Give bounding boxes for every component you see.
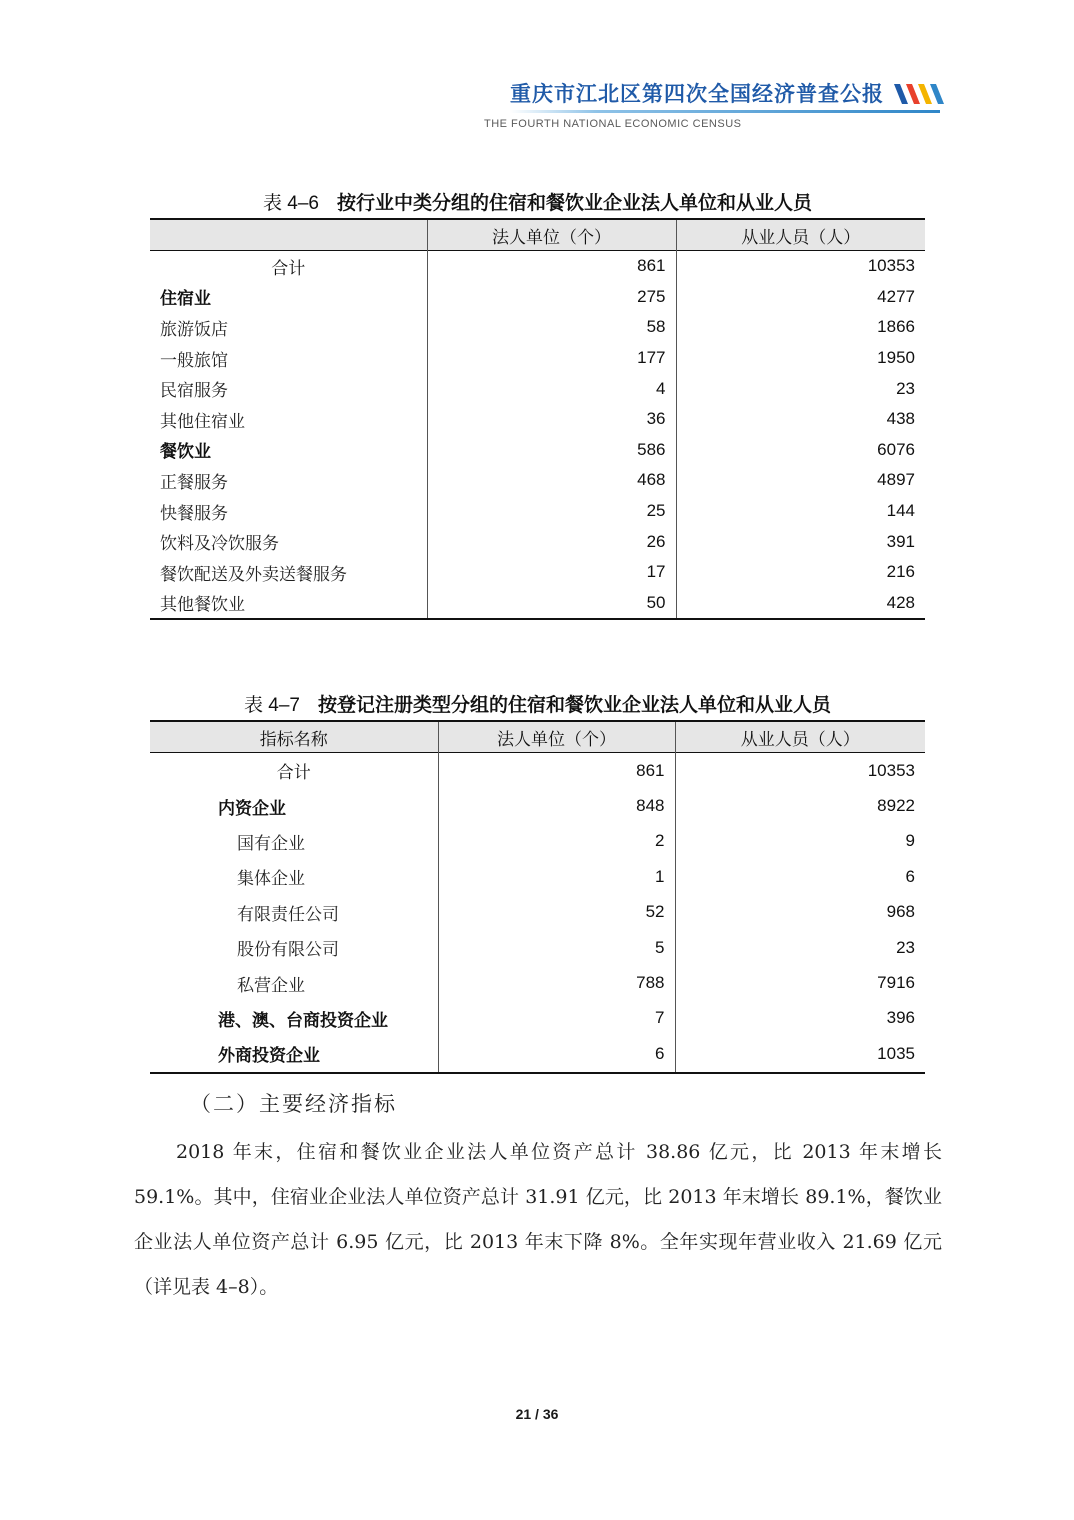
employees-cell: 1035 bbox=[675, 1036, 925, 1072]
employees-cell: 6 bbox=[675, 859, 925, 894]
units-cell: 7 bbox=[438, 1001, 675, 1036]
table-row bbox=[150, 753, 925, 789]
table-4-7-number: 表 4–7 bbox=[244, 695, 300, 716]
table-row bbox=[150, 824, 925, 859]
header-divider bbox=[510, 110, 940, 113]
employees-cell: 23 bbox=[675, 930, 925, 965]
employees-cell: 428 bbox=[676, 588, 925, 620]
table-row bbox=[150, 312, 925, 343]
column-header: 从业人员（人） bbox=[675, 721, 925, 753]
table-row bbox=[150, 343, 925, 374]
row-name: 其他餐饮业 bbox=[160, 595, 245, 616]
table-row bbox=[150, 282, 925, 313]
table-row bbox=[150, 557, 925, 588]
table-row bbox=[150, 895, 925, 930]
employees-cell: 391 bbox=[676, 526, 925, 557]
employees-cell: 6076 bbox=[676, 435, 925, 466]
units-cell: 861 bbox=[438, 753, 675, 789]
employees-cell: 396 bbox=[675, 1001, 925, 1036]
row-name: 旅游饭店 bbox=[160, 319, 228, 340]
row-name: 正餐服务 bbox=[160, 472, 228, 493]
units-cell: 4 bbox=[427, 373, 676, 404]
units-cell: 58 bbox=[427, 312, 676, 343]
units-cell: 2 bbox=[438, 824, 675, 859]
column-header: 从业人员（人） bbox=[676, 219, 925, 251]
table-4-6 bbox=[150, 218, 925, 620]
employees-cell: 1950 bbox=[676, 343, 925, 374]
employees-cell: 10353 bbox=[676, 251, 925, 282]
row-name: 合计 bbox=[276, 763, 311, 784]
units-cell: 468 bbox=[427, 465, 676, 496]
table-row bbox=[150, 435, 925, 466]
row-name: 集体企业 bbox=[237, 869, 305, 890]
row-name: 快餐服务 bbox=[160, 503, 228, 524]
table-row bbox=[150, 1001, 925, 1036]
units-cell: 17 bbox=[427, 557, 676, 588]
units-cell: 6 bbox=[438, 1036, 675, 1072]
row-name: 股份有限公司 bbox=[237, 940, 339, 961]
table-row bbox=[150, 588, 925, 620]
units-cell: 5 bbox=[438, 930, 675, 965]
row-name: 港、澳、台商投资企业 bbox=[218, 1010, 388, 1031]
row-name: 有限责任公司 bbox=[237, 904, 339, 925]
body-paragraph: 2018 年末，住宿和餐饮业企业法人单位资产总计 38.86 亿元，比 2013 年末增长 59.1%。其中，住宿业企业法人单位资产总计 31.91 亿元，比 2013 年末增长 89.1%，餐饮业企业法人单位资产总计 6.95 亿元，比 2013 年末下降 8%。全年实现年营业收入 21.69 亿元（详见表 4–8）。 bbox=[134, 1141, 942, 1298]
table-row bbox=[150, 965, 925, 1000]
table-4-6-caption bbox=[150, 188, 925, 215]
employees-cell: 7916 bbox=[675, 965, 925, 1000]
table-row bbox=[150, 930, 925, 965]
report-header-title: 重庆市江北区第四次全国经济普查公报 bbox=[510, 81, 884, 106]
row-name: 国有企业 bbox=[237, 833, 305, 854]
table-4-6-title: 按行业中类分组的住宿和餐饮业企业法人单位和从业人员 bbox=[336, 192, 812, 214]
table-4-7-title: 按登记注册类型分组的住宿和餐饮业企业法人单位和从业人员 bbox=[317, 694, 831, 716]
table-row bbox=[150, 788, 925, 823]
units-cell: 36 bbox=[427, 404, 676, 435]
table-row bbox=[150, 404, 925, 435]
row-name: 私营企业 bbox=[237, 975, 305, 996]
table-row bbox=[150, 526, 925, 557]
units-cell: 861 bbox=[427, 251, 676, 282]
employees-cell: 9 bbox=[675, 824, 925, 859]
table-row bbox=[150, 373, 925, 404]
table-header-row bbox=[150, 721, 925, 753]
page-number: 21 / 36 bbox=[515, 1406, 559, 1422]
column-header: 指标名称 bbox=[150, 721, 438, 753]
column-header: 法人单位（个） bbox=[427, 219, 676, 251]
units-cell: 788 bbox=[438, 965, 675, 1000]
units-cell: 1 bbox=[438, 859, 675, 894]
table-row bbox=[150, 251, 925, 282]
row-name: 一般旅馆 bbox=[160, 350, 228, 371]
table-4-7 bbox=[150, 720, 925, 1074]
employees-cell: 216 bbox=[676, 557, 925, 588]
units-cell: 275 bbox=[427, 282, 676, 313]
column-header bbox=[150, 219, 427, 251]
row-name: 其他住宿业 bbox=[160, 411, 245, 432]
column-header: 法人单位（个） bbox=[438, 721, 675, 753]
header-stripes-logo bbox=[892, 80, 944, 106]
employees-cell: 4277 bbox=[676, 282, 925, 313]
employees-cell: 968 bbox=[675, 895, 925, 930]
employees-cell: 8922 bbox=[675, 788, 925, 823]
row-name: 住宿业 bbox=[160, 289, 211, 310]
table-header-row bbox=[150, 219, 925, 251]
table-row bbox=[150, 465, 925, 496]
employees-cell: 10353 bbox=[675, 753, 925, 789]
row-name: 餐饮业 bbox=[160, 442, 211, 463]
employees-cell: 4897 bbox=[676, 465, 925, 496]
employees-cell: 438 bbox=[676, 404, 925, 435]
table-row bbox=[150, 1036, 925, 1072]
units-cell: 25 bbox=[427, 496, 676, 527]
row-name: 民宿服务 bbox=[160, 381, 228, 402]
table-4-6-number: 表 4–6 bbox=[263, 193, 319, 214]
employees-cell: 1866 bbox=[676, 312, 925, 343]
row-name: 内资企业 bbox=[218, 798, 286, 819]
report-header-subtitle: THE FOURTH NATIONAL ECONOMIC CENSUS bbox=[484, 118, 742, 130]
employees-cell: 144 bbox=[676, 496, 925, 527]
row-name: 餐饮配送及外卖送餐服务 bbox=[160, 564, 347, 585]
row-name: 合计 bbox=[271, 258, 306, 279]
units-cell: 177 bbox=[427, 343, 676, 374]
units-cell: 50 bbox=[427, 588, 676, 620]
table-row bbox=[150, 859, 925, 894]
table-row bbox=[150, 496, 925, 527]
units-cell: 848 bbox=[438, 788, 675, 823]
employees-cell: 23 bbox=[676, 373, 925, 404]
section-heading: （二）主要经济指标 bbox=[190, 1092, 397, 1116]
units-cell: 52 bbox=[438, 895, 675, 930]
row-name: 饮料及冷饮服务 bbox=[160, 534, 279, 555]
row-name: 外商投资企业 bbox=[218, 1046, 320, 1067]
units-cell: 26 bbox=[427, 526, 676, 557]
units-cell: 586 bbox=[427, 435, 676, 466]
table-4-7-caption bbox=[150, 690, 925, 717]
